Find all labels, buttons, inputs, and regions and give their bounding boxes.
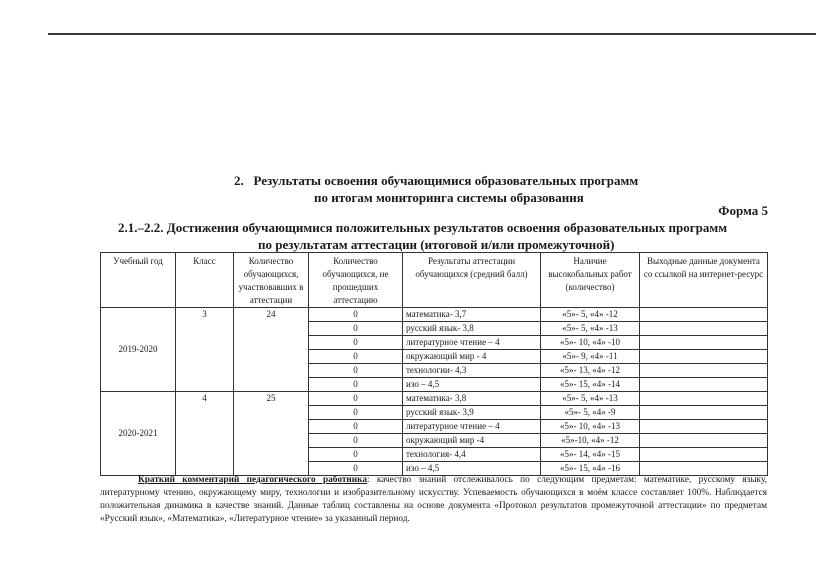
year-cell: 2020-2021 — [101, 392, 176, 476]
header-failed: Количество обучающихся, не прошедших аттестацию — [309, 253, 403, 308]
link-cell — [640, 420, 768, 434]
result-cell: окружающий мир -4 — [403, 434, 541, 448]
high-score-cell: «5»- 15, «4» -14 — [541, 378, 640, 392]
high-score-cell: «5»- 5, «4» -12 — [541, 308, 640, 322]
class-cell: 4 — [176, 392, 234, 476]
section-title-line1 — [230, 172, 650, 189]
result-cell: окружающий мир - 4 — [403, 350, 541, 364]
header-class: Класс — [176, 253, 234, 308]
failed-cell: 0 — [309, 336, 403, 350]
high-score-cell: «5»- 10, «4» -10 — [541, 336, 640, 350]
high-score-cell: «5»- 5, «4» -13 — [541, 322, 640, 336]
link-cell — [640, 336, 768, 350]
header-results: Результаты аттестации обучающихся (средний балл) — [403, 253, 541, 308]
class-cell: 3 — [176, 308, 234, 392]
high-score-cell: «5»-10, «4» -12 — [541, 434, 640, 448]
failed-cell: 0 — [309, 350, 403, 364]
teacher-comment — [100, 474, 767, 526]
section-title — [230, 172, 650, 206]
failed-cell: 0 — [309, 308, 403, 322]
failed-cell: 0 — [309, 378, 403, 392]
participants-cell: 24 — [234, 308, 309, 392]
failed-cell: 0 — [309, 434, 403, 448]
scan-top-border — [48, 33, 816, 35]
result-cell: изо – 4,5 — [403, 462, 541, 476]
result-cell: русский язык- 3,9 — [403, 406, 541, 420]
result-cell: математика- 3,8 — [403, 392, 541, 406]
section-number: 2. — [234, 173, 244, 188]
result-cell: технологии- 4,3 — [403, 364, 541, 378]
failed-cell: 0 — [309, 364, 403, 378]
link-cell — [640, 406, 768, 420]
link-cell — [640, 364, 768, 378]
failed-cell: 0 — [309, 462, 403, 476]
result-cell: литературное чтение – 4 — [403, 336, 541, 350]
result-cell: технология- 4,4 — [403, 448, 541, 462]
high-score-cell: «5»- 9, «4» -11 — [541, 350, 640, 364]
header-high-scores: Наличие высокобальных работ (количество) — [541, 253, 640, 308]
table-heading-line1: 2.1.–2.2. Достижения обучающимися положительных результатов освоения образовательных программ — [118, 220, 728, 235]
comment-text: : качество знаний отслеживалось по следующим предметам: математике, русскому языку, литературному чтению, окружающему миру, технологии и изобразительному искусству. Успеваемость обучающихся в моём классе составляет 100%. Наблюдается положительная динамика в качестве знаний. Данные таблиц составлены на основе документа «Протокол результатов промежуточной аттестации» по предметам «Русский язык», «Математика», «Литературное чтение» за указанный период. — [100, 475, 767, 524]
link-cell — [640, 448, 768, 462]
high-score-cell: «5»- 14, «4» -15 — [541, 448, 640, 462]
link-cell — [640, 378, 768, 392]
table-heading-line2: по результатам аттестации (итоговой и/или промежуточной) — [258, 237, 615, 252]
result-cell: изо – 4,5 — [403, 378, 541, 392]
failed-cell: 0 — [309, 420, 403, 434]
comment-label: Краткий комментарий педагогического работника — [138, 475, 367, 485]
header-year: Учебный год — [101, 253, 176, 308]
link-cell — [640, 308, 768, 322]
attestation-table — [100, 252, 768, 476]
high-score-cell: «5»- 13, «4» -12 — [541, 364, 640, 378]
result-cell: математика- 3,7 — [403, 308, 541, 322]
high-score-cell: «5»- 15, «4» -16 — [541, 462, 640, 476]
section-title-line2: по итогам мониторинга системы образования — [314, 190, 584, 205]
failed-cell: 0 — [309, 406, 403, 420]
table-row — [101, 308, 768, 322]
failed-cell: 0 — [309, 322, 403, 336]
high-score-cell: «5»- 5, «4» -9 — [541, 406, 640, 420]
result-cell: литературное чтение – 4 — [403, 420, 541, 434]
table-row — [101, 392, 768, 406]
failed-cell: 0 — [309, 448, 403, 462]
form-label: Форма 5 — [718, 203, 768, 218]
link-cell — [640, 322, 768, 336]
header-document-link: Выходные данные документа со ссылкой на интернет-ресурс — [640, 253, 768, 308]
high-score-cell: «5»- 10, «4» -13 — [541, 420, 640, 434]
link-cell — [640, 350, 768, 364]
year-cell: 2019-2020 — [101, 308, 176, 392]
failed-cell: 0 — [309, 392, 403, 406]
link-cell — [640, 434, 768, 448]
table-header-row — [101, 253, 768, 308]
participants-cell: 25 — [234, 392, 309, 476]
table-heading — [118, 219, 768, 253]
high-score-cell: «5»- 5, «4» -13 — [541, 392, 640, 406]
link-cell — [640, 392, 768, 406]
header-participants: Количество обучающихся, участвовавших в аттестации — [234, 253, 309, 308]
result-cell: русский язык- 3,8 — [403, 322, 541, 336]
section-title-text: Результаты освоения обучающимися образовательных программ — [253, 173, 639, 188]
